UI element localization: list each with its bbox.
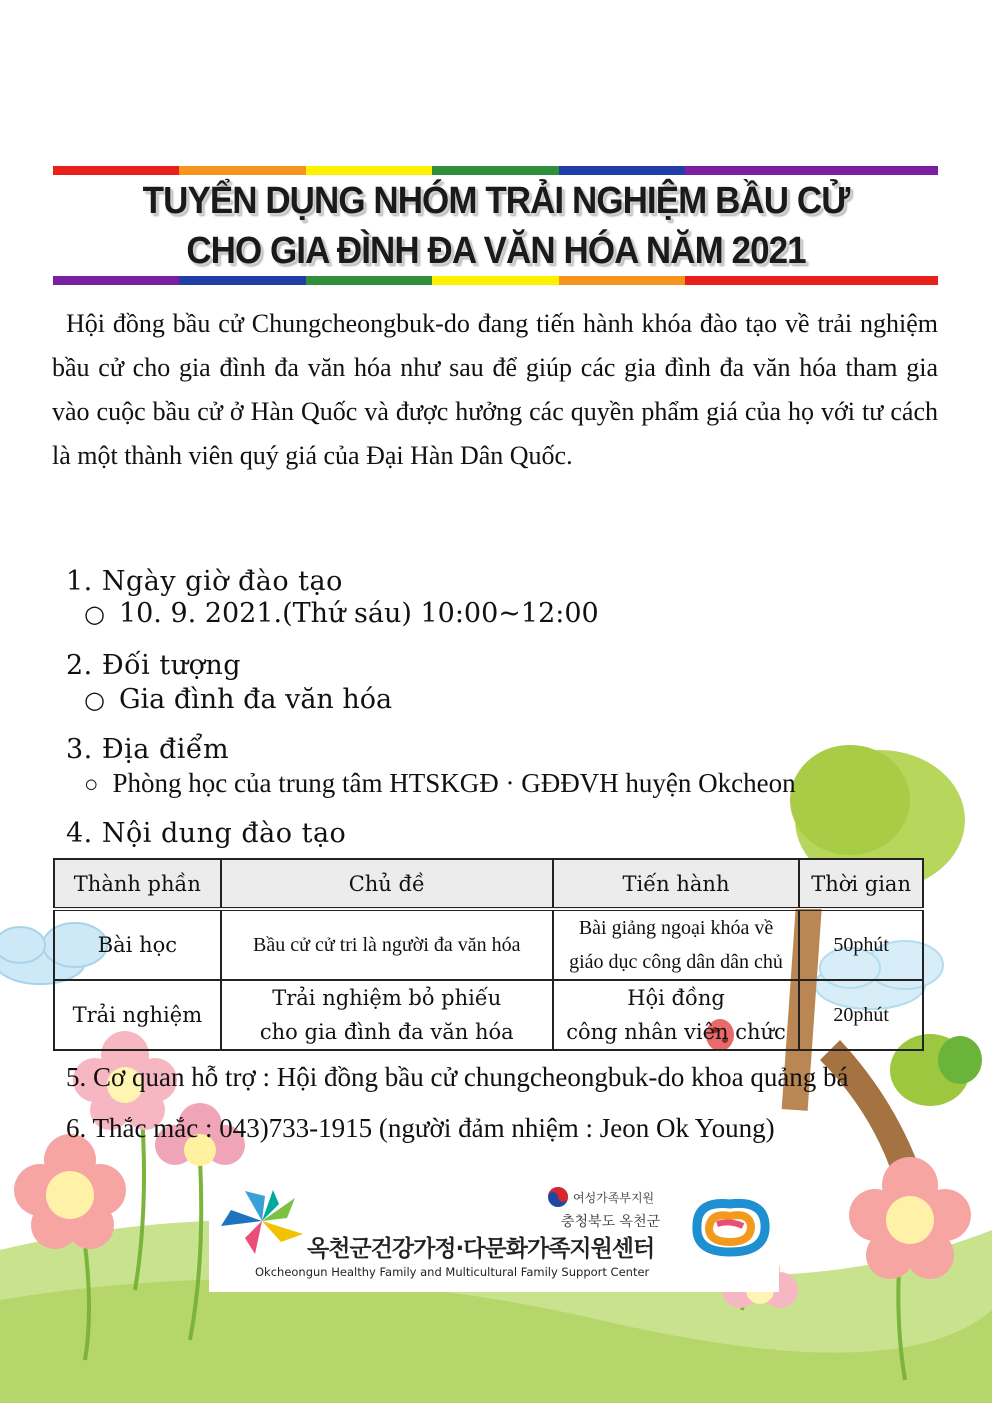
section-2-item — [84, 684, 392, 715]
header-method: Tiến hành — [553, 859, 799, 909]
header-time: Thời gian — [799, 859, 923, 909]
family-heart-logo-icon — [687, 1194, 773, 1258]
row-method-line: công nhân viên chức — [566, 1020, 786, 1044]
bullet-circle-icon: ○ — [84, 772, 99, 798]
rainbow-segment — [53, 166, 179, 175]
title-line-1: TUYỂN DỤNG NHÓM TRẢI NGHIỆM BẦU CỬ — [142, 180, 850, 222]
flower-icon — [849, 1157, 971, 1279]
row-topic-line: cho gia đình đa văn hóa — [259, 1020, 514, 1044]
rainbow-segment — [179, 166, 305, 175]
section-1-item — [84, 598, 599, 629]
section-2-heading: 2. Đối tượng — [66, 650, 242, 681]
row-topic — [221, 980, 553, 1050]
header-topic: Chủ đề — [221, 859, 553, 909]
center-name-english: Okcheongun Healthy Family and Multicultural Family Support Center — [255, 1265, 650, 1279]
ministry-emblem-icon — [547, 1186, 569, 1208]
rainbow-bar-top — [53, 166, 938, 175]
rainbow-segment — [559, 166, 685, 175]
section-4-heading: 4. Nội dung đào tạo — [66, 818, 347, 849]
contact-info: 6. Thắc mắc : 043)733-1915 (người đảm nhiệm : Jeon Ok Young) — [66, 1113, 775, 1143]
rainbow-segment — [432, 276, 558, 285]
rainbow-segment — [179, 276, 305, 285]
rainbow-segment — [685, 276, 811, 285]
center-name-korean: 옥천군건강가정·다문화가족지원센터 — [307, 1236, 655, 1262]
row-method — [553, 909, 799, 980]
row-topic-line: Trải nghiệm bỏ phiếu — [272, 986, 502, 1010]
flower-icon — [14, 1134, 126, 1249]
bullet-circle-icon: ○ — [84, 686, 105, 714]
intro-paragraph — [52, 302, 938, 478]
support-agency: 5. Cơ quan hỗ trợ : Hội đồng bầu cử chungcheongbuk-do khoa quảng bá — [66, 1062, 849, 1092]
location: Phòng học của trung tâm HTSKGĐ · GĐĐVH huyện Okcheon — [112, 768, 796, 798]
table-row — [54, 909, 923, 980]
row-time: 20phút — [799, 980, 923, 1050]
title-line-2: CHO GIA ĐÌNH ĐA VĂN HÓA NĂM 2021 — [186, 230, 806, 272]
row-method-line: giáo dục công dân dân chủ — [569, 951, 783, 973]
table-header-row — [54, 859, 923, 909]
row-method-line: Hội đồng — [627, 986, 725, 1010]
intro-text: Hội đồng bầu cử Chungcheongbuk-do đang tiến hành khóa đào tạo về trải nghiệm bầu cử cho gia đình đa văn hóa như sau để giúp các gia đình đa văn hóa tham gia vào cuộc bầu cử ở Hàn Quốc và được hưởng các quyền phẩm giá của họ với tư cách là một thành viên quý giá của Đại Hàn Dân Quốc. — [52, 309, 938, 470]
target-audience: Gia đình đa văn hóa — [118, 684, 393, 715]
rainbow-segment — [812, 166, 938, 175]
ministry-label: 여성가족부지원 — [573, 1191, 655, 1205]
section-3-heading: 3. Địa điểm — [66, 734, 230, 765]
rainbow-segment — [53, 276, 179, 285]
row-time: 50phút — [799, 909, 923, 980]
rainbow-bar-bottom — [53, 276, 938, 285]
rainbow-segment — [306, 276, 432, 285]
training-date: 10. 9. 2021.(Thứ sáu) 10:00~12:00 — [118, 598, 599, 629]
row-method-line: Bài giảng ngoại khóa về — [578, 917, 774, 939]
section-1-heading: 1. Ngày giờ đào tạo — [66, 566, 343, 597]
rainbow-segment — [685, 166, 811, 175]
table-row — [54, 980, 923, 1050]
header-part: Thành phần — [54, 859, 221, 909]
rainbow-segment — [306, 166, 432, 175]
rainbow-segment — [432, 166, 558, 175]
row-part: Bài học — [54, 909, 221, 980]
rainbow-segment — [812, 276, 938, 285]
row-topic: Bầu cử cử tri là người đa văn hóa — [221, 909, 553, 980]
bullet-circle-icon: ○ — [84, 600, 105, 628]
program-table — [53, 858, 924, 1051]
section-3-item — [84, 768, 796, 799]
row-method — [553, 980, 799, 1050]
row-part: Trải nghiệm — [54, 980, 221, 1050]
region-label: 충청북도 옥천군 — [561, 1214, 661, 1230]
center-logo — [209, 1170, 779, 1292]
rainbow-segment — [559, 276, 685, 285]
pinwheel-logo-icon — [215, 1186, 309, 1256]
